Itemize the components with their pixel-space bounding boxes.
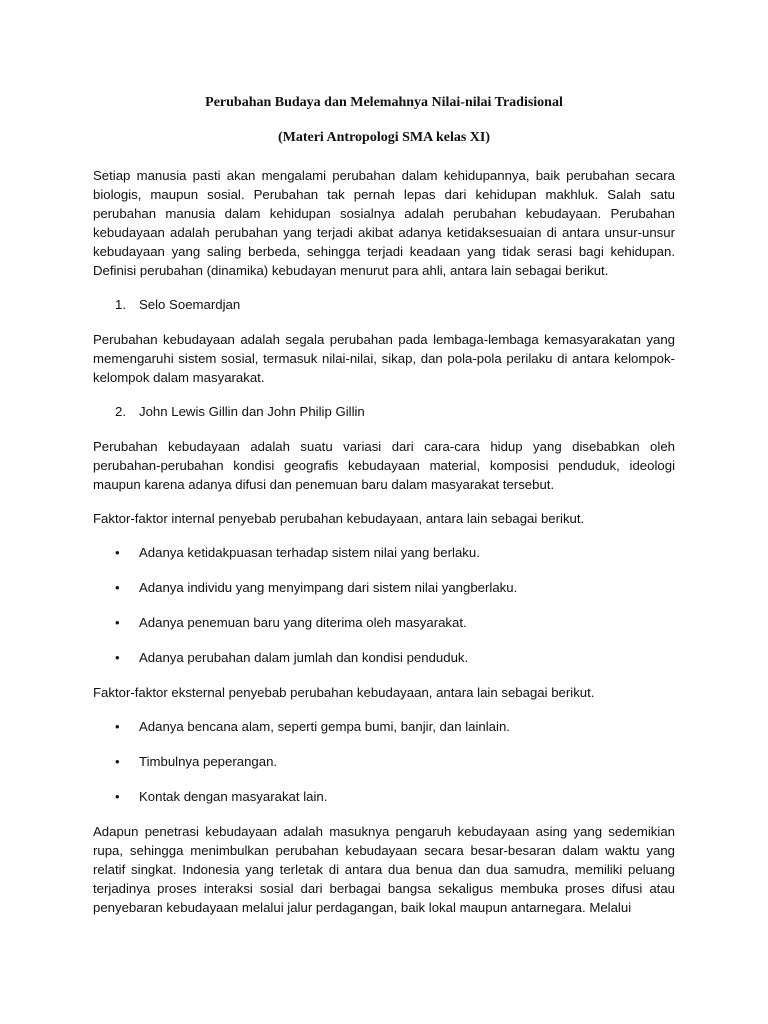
expert-definition: Perubahan kebudayaan adalah suatu variasi dari cara-cara hidup yang disebabkan oleh perubahan-perubahan kondisi geografis kebudayaan material, komposisi penduduk, ideologi maupun karena adanya difusi dan penemuan baru dalam masyarakat tersebut. bbox=[93, 439, 675, 492]
bullet-icon: • bbox=[115, 789, 120, 804]
list-item-text: Adanya bencana alam, seperti gempa bumi, banjir, dan lainlain. bbox=[139, 719, 510, 734]
internal-factors-intro: Faktor-faktor internal penyebab perubahan kebudayaan, antara lain sebagai berikut. bbox=[93, 511, 585, 526]
list-number: 1. bbox=[115, 297, 126, 312]
bullet-icon: • bbox=[115, 719, 120, 734]
external-factors-intro: Faktor-faktor eksternal penyebab perubahan kebudayaan, antara lain sebagai berikut. bbox=[93, 685, 595, 700]
document-title: Perubahan Budaya dan Melemahnya Nilai-nilai Tradisional bbox=[205, 95, 563, 110]
bullet-icon: • bbox=[115, 580, 120, 595]
list-item-text: Adanya ketidakpuasan terhadap sistem nilai yang berlaku. bbox=[139, 545, 480, 560]
expert-item-2 bbox=[93, 402, 675, 421]
bullet-icon: • bbox=[115, 754, 120, 769]
list-item-text: Adanya individu yang menyimpang dari sistem nilai yangberlaku. bbox=[139, 580, 518, 595]
document-body bbox=[93, 166, 675, 932]
list-item bbox=[93, 578, 675, 597]
closing-paragraph: Adapun penetrasi kebudayaan adalah masuknya pengaruh kebudayaan asing yang sedemikian rupa, sehingga menimbulkan perubahan kebudayaan secara besar-besaran dalam waktu yang relatif singkat. Indonesia yang terletak di antara dua benua dan dua samudra, memiliki peluang terjadinya proses interaksi sosial dari berbagai bangsa sekaligus membuka proses difusi atau penyebaran kebudayaan melalui jalur perdagangan, baik lokal maupun antarnegara. Melalui bbox=[93, 824, 675, 915]
list-item bbox=[93, 613, 675, 632]
intro-paragraph: Setiap manusia pasti akan mengalami perubahan dalam kehidupannya, baik perubahan secara biologis, maupun sosial. Perubahan tak pernah lepas dari kehidupan makhluk. Salah satu perubahan manusia dalam kehidupan sosialnya adalah perubahan kebudayaan. Perubahan kebudayaan adalah perubahan yang terjadi akibat adanya ketidaksesuaian di antara unsur-unsur kebudayaan yang saling berbeda, sehingga terjadi keadaan yang tidak serasi bagi kehidupan. Definisi perubahan (dinamika) kebudayan menurut para ahli, antara lain sebagai berikut. bbox=[93, 168, 675, 278]
list-item bbox=[93, 543, 675, 562]
list-item-text: Adanya perubahan dalam jumlah dan kondisi penduduk. bbox=[139, 650, 469, 665]
document-subtitle: (Materi Antropologi SMA kelas XI) bbox=[277, 130, 491, 145]
list-item-text: Timbulnya peperangan. bbox=[139, 754, 278, 769]
list-item bbox=[93, 648, 675, 667]
expert-name: John Lewis Gillin dan John Philip Gillin bbox=[139, 404, 365, 419]
expert-name: Selo Soemardjan bbox=[139, 297, 241, 312]
bullet-icon: • bbox=[115, 545, 120, 560]
list-item-text: Adanya penemuan baru yang diterima oleh masyarakat. bbox=[139, 615, 467, 630]
list-item bbox=[93, 717, 675, 736]
bullet-icon: • bbox=[115, 615, 120, 630]
list-item-text: Kontak dengan masyarakat lain. bbox=[139, 789, 328, 804]
expert-item-1 bbox=[93, 295, 675, 314]
bullet-icon: • bbox=[115, 650, 120, 665]
list-number: 2. bbox=[115, 404, 126, 419]
expert-definition: Perubahan kebudayaan adalah segala perubahan pada lembaga-lembaga kemasyarakatan yang memengaruhi sistem sosial, termasuk nilai-nilai, sikap, dan pola-pola perilaku di antara kelompok-kelompok dalam masyarakat. bbox=[93, 332, 675, 385]
list-item bbox=[93, 787, 675, 806]
list-item bbox=[93, 752, 675, 771]
